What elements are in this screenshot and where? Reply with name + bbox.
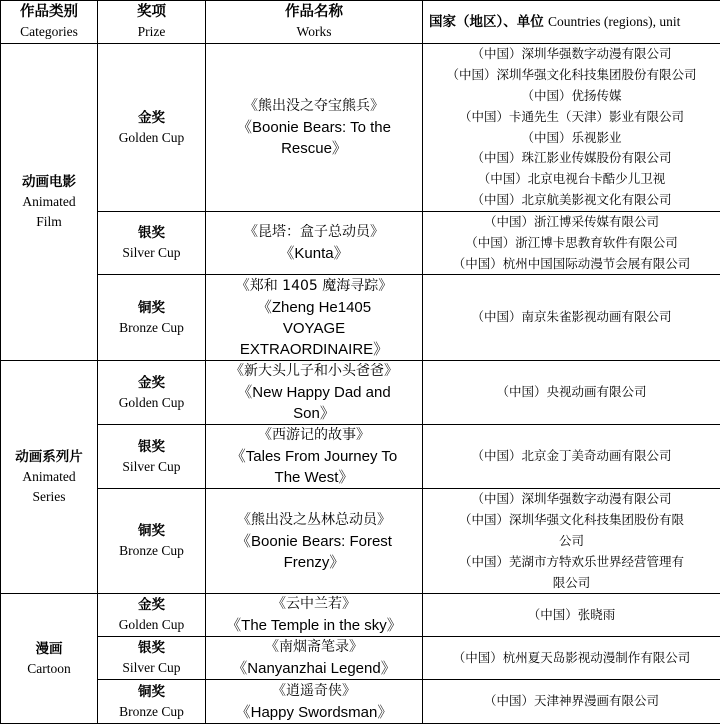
unit-name: （中国）芜湖市方特欢乐世界经营管理有: [425, 552, 718, 573]
prize-cell: [98, 212, 206, 275]
prize-cell: [98, 44, 206, 212]
prize-cell: [98, 275, 206, 361]
unit-name: 公司: [425, 531, 718, 552]
unit-name: （中国）深圳华强数字动漫有限公司: [425, 44, 718, 65]
prize-zh: 银奖: [100, 437, 203, 457]
unit-name: （中国）珠江影业传媒股份有限公司: [425, 148, 718, 169]
unit-cell: [423, 425, 720, 489]
work-title-en: Frenzy》: [208, 552, 420, 573]
award-row: [1, 637, 720, 680]
prize-en: Silver Cup: [100, 457, 203, 477]
work-title-en: 《Zheng He1405: [208, 297, 420, 318]
header-prize: 奖项 Prize: [98, 1, 206, 44]
category-cell: [1, 361, 98, 594]
work-title-zh: 《西游记的故事》: [208, 425, 420, 446]
prize-zh: 铜奖: [100, 682, 203, 702]
prize-zh: 金奖: [100, 108, 203, 128]
work-title-en: 《Tales From Journey To: [208, 446, 420, 467]
work-title-en: VOYAGE: [208, 318, 420, 339]
unit-name: （中国）张晓雨: [425, 605, 718, 626]
work-title-en: 《Boonie Bears: To the: [208, 117, 420, 138]
category-en: Animated: [3, 467, 95, 487]
header-row: [1, 1, 720, 44]
award-row: [1, 425, 720, 489]
header-category: 作品类别 Categories: [1, 1, 98, 44]
work-title-zh: 《逍遥奇侠》: [208, 681, 420, 702]
prize-cell: [98, 425, 206, 489]
unit-name: （中国）浙江博采传媒有限公司: [425, 212, 718, 233]
prize-zh: 铜奖: [100, 298, 203, 318]
unit-name: （中国）北京航美影视文化有限公司: [425, 190, 718, 211]
work-title-en: Rescue》: [208, 138, 420, 159]
work-cell: [206, 275, 423, 361]
work-title-en: 《Happy Swordsman》: [208, 702, 420, 723]
prize-cell: [98, 594, 206, 637]
work-cell: [206, 680, 423, 724]
category-en: Series: [3, 487, 95, 507]
unit-name: （中国）天津神界漫画有限公司: [425, 691, 718, 712]
prize-en: Golden Cup: [100, 128, 203, 148]
category-zh: 动画系列片: [3, 447, 95, 467]
unit-name: （中国）南京朱雀影视动画有限公司: [425, 307, 718, 328]
prize-cell: [98, 637, 206, 680]
unit-name: （中国）优扬传媒: [425, 86, 718, 107]
unit-name: （中国）北京电视台卡酷少儿卫视: [425, 169, 718, 190]
prize-cell: [98, 680, 206, 724]
prize-en: Bronze Cup: [100, 318, 203, 338]
work-title-zh: 《熊出没之夺宝熊兵》: [208, 96, 420, 117]
awards-body: [1, 44, 720, 724]
work-cell: [206, 594, 423, 637]
work-cell: [206, 489, 423, 594]
award-row: [1, 489, 720, 594]
unit-name: （中国）深圳华强文化科技集团股份有限: [425, 510, 718, 531]
category-en: Film: [3, 212, 95, 232]
unit-name: （中国）卡通先生（天津）影业有限公司: [425, 107, 718, 128]
work-cell: [206, 212, 423, 275]
award-row: [1, 594, 720, 637]
work-title-zh: 《郑和 1405 魔海寻踪》: [208, 276, 420, 297]
work-title-en: 《New Happy Dad and: [208, 382, 420, 403]
unit-name: （中国）杭州中国国际动漫节会展有限公司: [425, 254, 718, 275]
unit-name: （中国）深圳华强数字动漫有限公司: [425, 489, 718, 510]
work-title-zh: 《熊出没之丛林总动员》: [208, 510, 420, 531]
work-title-zh: 《新大头儿子和小头爸爸》: [208, 361, 420, 382]
work-cell: [206, 361, 423, 425]
award-row: [1, 275, 720, 361]
work-title-zh: 《云中兰若》: [208, 594, 420, 615]
prize-en: Bronze Cup: [100, 702, 203, 722]
unit-cell: [423, 275, 720, 361]
category-en: Animated: [3, 192, 95, 212]
prize-zh: 金奖: [100, 373, 203, 393]
work-cell: [206, 44, 423, 212]
prize-en: Golden Cup: [100, 615, 203, 635]
work-title-zh: 《昆塔：盒子总动员》: [208, 222, 420, 243]
unit-name: 限公司: [425, 573, 718, 594]
award-row: [1, 212, 720, 275]
unit-cell: [423, 361, 720, 425]
prize-zh: 银奖: [100, 223, 203, 243]
unit-name: （中国）乐视影业: [425, 128, 718, 149]
work-title-en: EXTRAORDINAIRE》: [208, 339, 420, 360]
award-row: [1, 361, 720, 425]
prize-en: Bronze Cup: [100, 541, 203, 561]
category-en: Cartoon: [3, 659, 95, 679]
unit-name: （中国）深圳华强文化科技集团股份有限公司: [425, 65, 718, 86]
work-title-en: 《Kunta》: [208, 243, 420, 264]
prize-en: Silver Cup: [100, 658, 203, 678]
prize-en: Golden Cup: [100, 393, 203, 413]
header-works: 作品名称 Works: [206, 1, 423, 44]
header-unit: 国家（地区）、单位 Countries (regions), unit: [423, 1, 720, 44]
unit-cell: [423, 680, 720, 724]
award-row: [1, 44, 720, 212]
work-cell: [206, 425, 423, 489]
work-cell: [206, 637, 423, 680]
unit-cell: [423, 212, 720, 275]
work-title-en: Son》: [208, 403, 420, 424]
award-row: [1, 680, 720, 724]
work-title-en: 《The Temple in the sky》: [208, 615, 420, 636]
prize-zh: 银奖: [100, 638, 203, 658]
prize-cell: [98, 489, 206, 594]
category-zh: 漫画: [3, 639, 95, 659]
unit-cell: [423, 637, 720, 680]
unit-name: （中国）央视动画有限公司: [425, 382, 718, 403]
category-zh: 动画电影: [3, 172, 95, 192]
unit-cell: [423, 594, 720, 637]
prize-en: Silver Cup: [100, 243, 203, 263]
work-title-en: 《Nanyanzhai Legend》: [208, 658, 420, 679]
work-title-en: The West》: [208, 467, 420, 488]
prize-cell: [98, 361, 206, 425]
unit-name: （中国）浙江博卡思教育软件有限公司: [425, 233, 718, 254]
category-cell: [1, 44, 98, 361]
work-title-zh: 《南烟斋笔录》: [208, 637, 420, 658]
unit-name: （中国）杭州夏天岛影视动漫制作有限公司: [425, 648, 718, 669]
prize-zh: 金奖: [100, 595, 203, 615]
unit-cell: [423, 44, 720, 212]
work-title-en: 《Boonie Bears: Forest: [208, 531, 420, 552]
category-cell: [1, 594, 98, 724]
unit-cell: [423, 489, 720, 594]
unit-name: （中国）北京金丁美奇动画有限公司: [425, 446, 718, 467]
prize-zh: 铜奖: [100, 521, 203, 541]
